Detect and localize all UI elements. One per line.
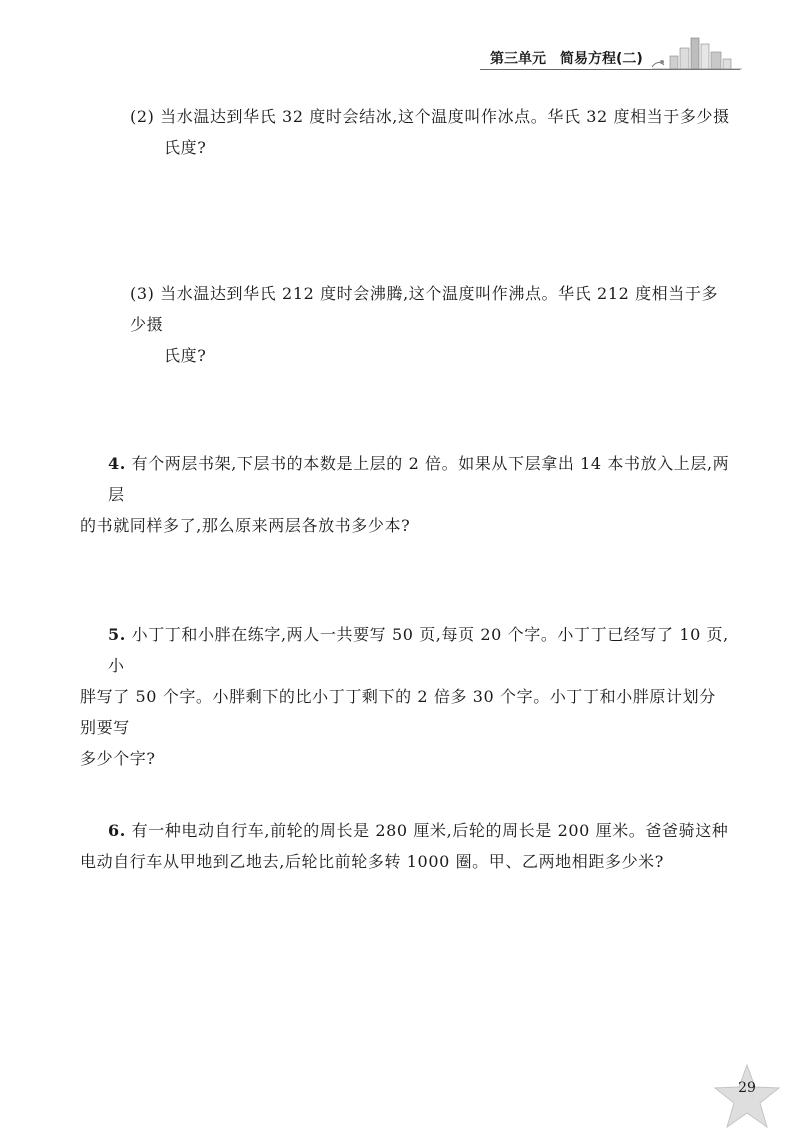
question-number: 6.	[108, 821, 126, 840]
question-3-part-2	[130, 101, 730, 163]
question-text: 有个两层书架,下层书的本数是上层的 2 倍。如果从下层拿出 14 本书放入上层,两层	[108, 454, 730, 504]
question-text: 氏度?	[164, 138, 207, 157]
question-text: 多少个字?	[80, 749, 156, 768]
question-6	[80, 815, 730, 877]
question-line	[130, 340, 730, 371]
question-line	[130, 278, 730, 340]
question-text: 胖写了 50 个字。小胖剩下的比小丁丁剩下的 2 倍多 30 个字。小丁丁和小胖原计划分别要写	[80, 687, 716, 737]
question-number: (3)	[130, 284, 155, 303]
question-text: 当水温达到华氏 212 度时会沸腾,这个温度叫作沸点。华氏 212 度相当于多少摄	[130, 284, 719, 334]
question-line	[80, 743, 730, 774]
question-line	[130, 132, 730, 163]
question-text: 电动自行车从甲地到乙地去,后轮比前轮多转 1000 圈。甲、乙两地相距多少米?	[80, 852, 664, 871]
question-text: 的书就同样多了,那么原来两层各放书多少本?	[80, 516, 411, 535]
city-skyline-icon	[652, 34, 742, 72]
question-line	[80, 448, 730, 510]
question-line	[80, 846, 730, 877]
question-4	[80, 448, 730, 541]
question-3-part-3	[130, 278, 730, 371]
question-line	[80, 681, 730, 743]
page-header	[0, 0, 800, 80]
header-topic: 简易方程(二)	[560, 51, 643, 67]
header-title	[490, 48, 657, 68]
question-text: 氏度?	[164, 346, 207, 365]
question-number: 4.	[108, 454, 126, 473]
question-number: (2)	[130, 107, 155, 126]
page-number: 29	[738, 1080, 756, 1096]
question-line	[80, 619, 730, 681]
question-text: 小丁丁和小胖在练字,两人一共要写 50 页,每页 20 个字。小丁丁已经写了 10 页,小	[108, 625, 729, 675]
question-text: 有一种电动自行车,前轮的周长是 280 厘米,后轮的周长是 200 厘米。爸爸骑这种	[131, 821, 729, 840]
question-line	[130, 101, 730, 132]
question-number: 5.	[108, 625, 126, 644]
question-line	[80, 510, 730, 541]
question-text: 当水温达到华氏 32 度时会结冰,这个温度叫作冰点。华氏 32 度相当于多少摄	[160, 107, 730, 126]
star-icon	[712, 1063, 782, 1131]
question-5	[80, 619, 730, 774]
header-unit: 第三单元	[490, 51, 546, 67]
question-line	[80, 815, 730, 846]
